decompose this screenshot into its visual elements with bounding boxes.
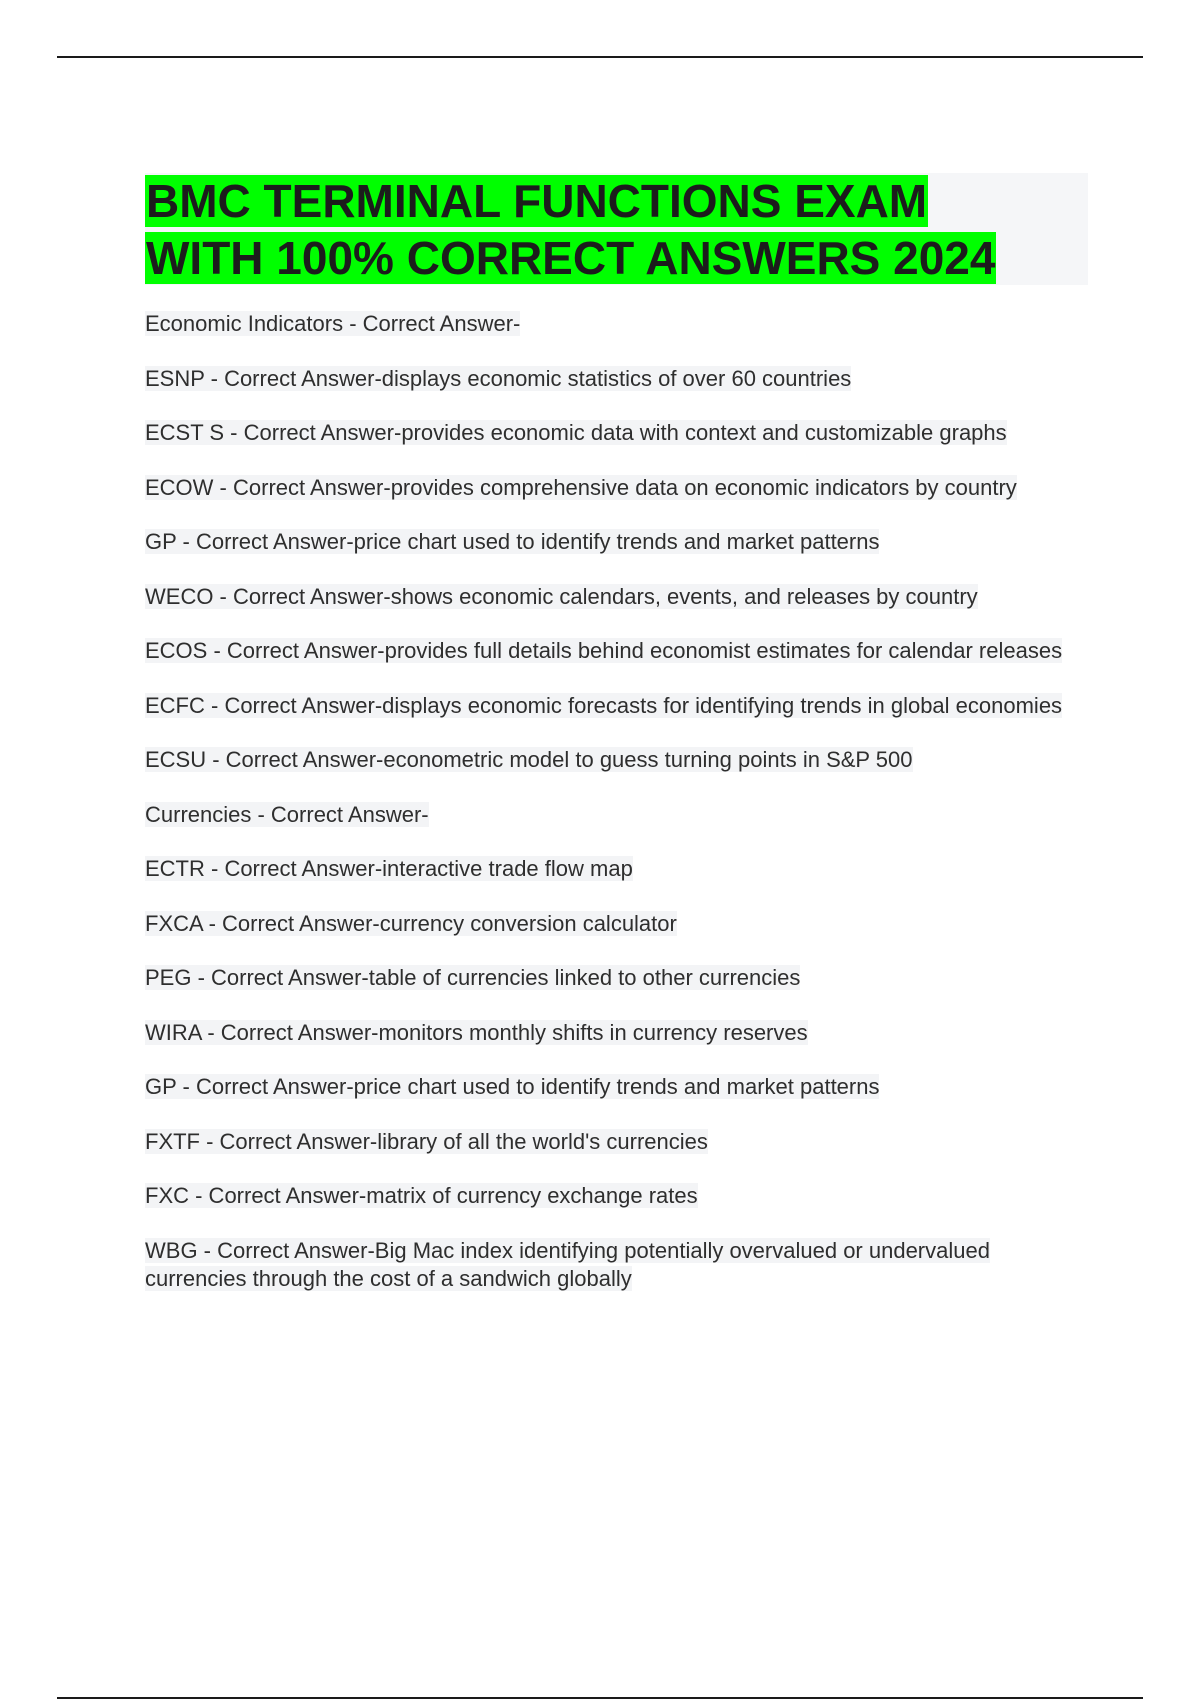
qa-entry-wira: WIRA - Correct Answer-monitors monthly shifts in currency reserves [145, 1019, 808, 1045]
qa-entry-gp-2: GP - Correct Answer-price chart used to identify trends and market patterns [145, 1074, 880, 1099]
qa-entry-fxc: FXC - Correct Answer-matrix of currency exchange rates [145, 1183, 698, 1208]
qa-entry-ecos: ECOS - Correct Answer-provides full details behind economist estimates for calendar releases [145, 638, 1063, 663]
title-line-1: BMC TERMINAL FUNCTIONS EXAM [146, 175, 928, 227]
document-title [145, 173, 1088, 287]
bottom-rule [57, 1697, 1143, 1699]
qa-entry-gp: GP - Correct Answer-price chart used to identify trends and market patterns [145, 529, 880, 554]
top-rule [57, 56, 1143, 58]
qa-entry-ecow: ECOW - Correct Answer-provides comprehensive data on economic indicators by country [145, 474, 1017, 500]
qa-entry-peg: PEG - Correct Answer-table of currencies linked to other currencies [145, 965, 801, 990]
qa-entry-ecsu: ECSU - Correct Answer-econometric model to guess turning points in S&P 500 [145, 747, 913, 772]
qa-entry-ectr: ECTR - Correct Answer-interactive trade flow map [145, 856, 633, 881]
qa-entry-weco: WECO - Correct Answer-shows economic calendars, events, and releases by country [145, 583, 978, 609]
qa-list [145, 310, 1090, 1294]
qa-entry-section-currencies: Currencies - Correct Answer- [145, 801, 429, 827]
qa-entry-fxca: FXCA - Correct Answer-currency conversion calculator [145, 910, 677, 936]
title-block [145, 173, 1088, 285]
qa-entry-ecst: ECST S - Correct Answer-provides economic data with context and customizable graphs [145, 420, 1007, 445]
qa-entry-fxtf: FXTF - Correct Answer-library of all the world's currencies [145, 1128, 708, 1154]
qa-entry-ecfc: ECFC - Correct Answer-displays economic forecasts for identifying trends in global economies [145, 692, 1063, 718]
qa-entry-section-economic-indicators: Economic Indicators - Correct Answer- [145, 311, 521, 336]
title-line-2: WITH 100% CORRECT ANSWERS 2024 [146, 232, 996, 284]
qa-entry-wbg: WBG - Correct Answer-Big Mac index identifying potentially overvalued or undervalued currencies through the cost of a sandwich globally [145, 1237, 990, 1291]
qa-entry-esnp: ESNP - Correct Answer-displays economic statistics of over 60 countries [145, 365, 852, 391]
